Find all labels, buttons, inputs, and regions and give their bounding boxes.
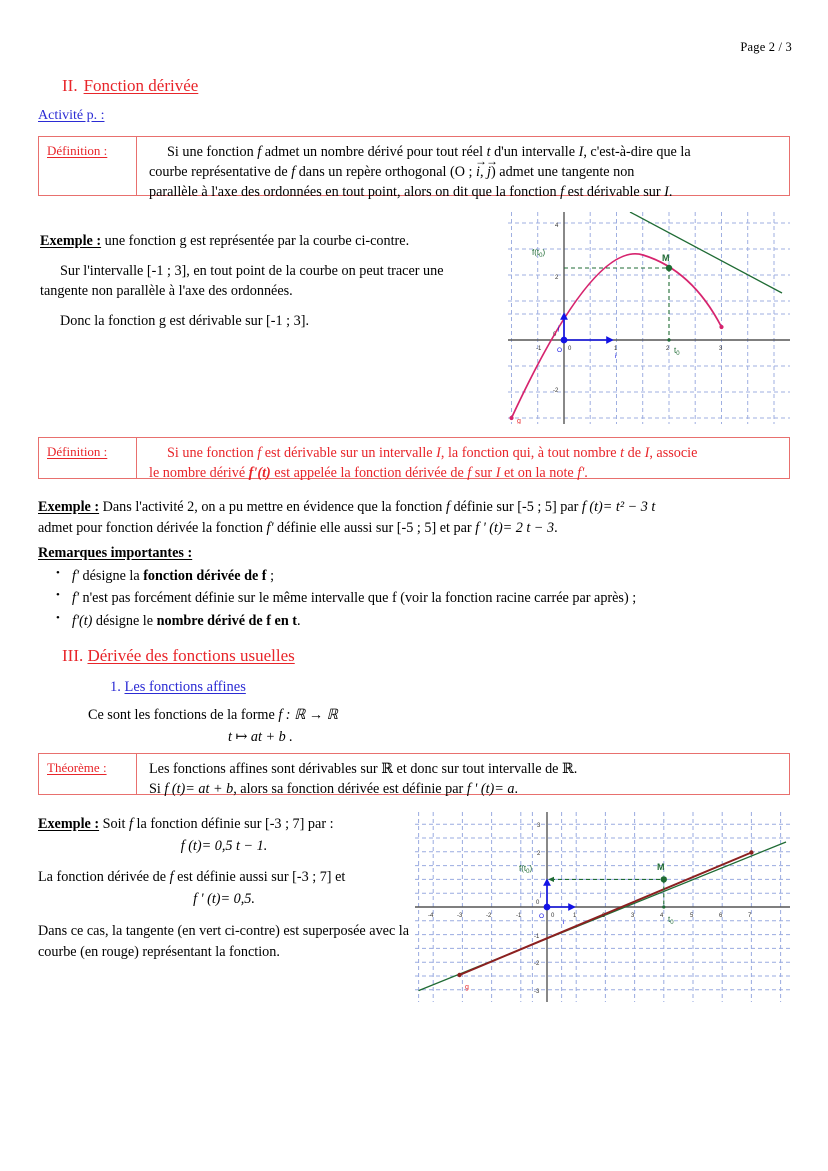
list-item: • f' n'est pas forcément définie sur le même intervalle que f (voir la fonction racine carrée par après) ;: [72, 588, 792, 609]
label-f-t0: $f(t_0)$: [532, 248, 546, 259]
example-3-label: Exemple :: [38, 816, 100, 832]
list-item: • f' désigne la fonction dérivée de f ;: [72, 566, 792, 587]
curve-label-g: g: [517, 418, 521, 424]
definition-2-label: Définition :: [39, 438, 137, 478]
svg-text:-3: -3: [457, 913, 463, 919]
axes: [415, 812, 790, 1002]
svg-text:4: 4: [555, 223, 559, 229]
svg-text:2: 2: [537, 851, 541, 857]
svg-text:6: 6: [719, 913, 723, 919]
example-2-block: Exemple : Dans l'activité 2, on a pu mettre en évidence que la fonction f définie sur [-5 ; 5] par f (t)= t² − 3 t admet pour fonction dérivée la fonction f' définie elle aussi sur [-5 ; 5] et par f ' (t)= 2 t − 3.: [38, 499, 656, 536]
label-M: M: [662, 253, 670, 263]
section-3-title: Dérivée des fonctions usuelles: [87, 646, 295, 665]
tangent-line: [630, 212, 782, 293]
affine-definition-block: Ce sont les fonctions de la forme f : ℝ → ℝ t ↦ at + b .: [88, 707, 338, 745]
definition-box-2: [38, 437, 790, 482]
affine-map-line-1: f : ℝ → ℝ: [278, 707, 338, 723]
svg-text:4: 4: [660, 913, 664, 919]
curve-endpoint-left: [509, 416, 513, 420]
definition-1-body: Si une fonction f admet un nombre dérivé pour tout réel t d'un intervalle I, c'est-à-dire que la courbe représentative de f dans un repère orthogonal (O ; i →, j →) admet une tangente non parallèle à l'axe des ordonnées en tout point, alors on dit que la fonction f est dérivable sur I.: [137, 137, 789, 195]
label-t0: $t_0$: [668, 915, 674, 926]
guide-arrow: [548, 877, 554, 882]
graph-affine: [415, 812, 790, 1002]
example-2-formula-1: f (t)= t² − 3 t: [581, 499, 656, 515]
svg-text:-1: -1: [534, 934, 540, 940]
svg-text:1: 1: [573, 913, 577, 919]
curve-label-g: g: [465, 984, 469, 991]
curve-endpoint-left: [457, 973, 461, 977]
svg-text:-4: -4: [428, 913, 434, 919]
label-M: M: [657, 862, 665, 872]
label-f-t0: $f(t_0)$: [519, 864, 533, 875]
point-M: [666, 265, 672, 271]
subsection-1-title[interactable]: Les fonctions affines: [124, 679, 246, 695]
svg-text:-1: -1: [516, 913, 522, 919]
svg-text:-2: -2: [553, 388, 559, 394]
activite-link[interactable]: Activité p. :: [38, 108, 105, 123]
unit-vectors: [544, 880, 574, 910]
example-3-p3: Dans ce cas, la tangente (en vert ci-contre) est superposée avec la courbe (en rouge) représentant la fonction.: [38, 922, 410, 960]
label-vector-j: j: [540, 891, 542, 898]
example-3-formula-2: f ' (t)= 0,5.: [193, 891, 255, 908]
section-2-heading: [62, 76, 198, 96]
svg-text:3: 3: [631, 913, 635, 919]
svg-text:7: 7: [748, 913, 752, 919]
svg-text:-3: -3: [534, 989, 540, 995]
example-3-formula-1: f (t)= 0,5 t − 1.: [180, 837, 268, 854]
example-2-formula-2: f ' (t)= 2 t − 3: [475, 519, 555, 536]
svg-text:0: 0: [568, 346, 572, 352]
section-2-number: II.: [62, 76, 78, 95]
remarks-list: [38, 566, 792, 632]
example-2-label: Exemple :: [38, 499, 100, 515]
theorem-box: [38, 753, 790, 798]
curve-endpoint-right: [749, 850, 753, 854]
vector-i-icon: i →: [476, 162, 480, 182]
section-2-title: Fonction dérivée: [83, 76, 199, 95]
point-M: [661, 876, 667, 882]
graph-parabola: [508, 212, 790, 424]
curve-endpoint-right: [719, 325, 723, 329]
svg-text:3: 3: [719, 346, 723, 352]
svg-text:0: 0: [536, 900, 540, 906]
svg-text:-2: -2: [534, 961, 540, 967]
remarks-block: [38, 543, 792, 634]
page-number: Page 2 / 3: [740, 40, 792, 54]
label-vector-j: j: [558, 325, 560, 332]
example-1-label: Exemple :: [40, 233, 102, 249]
svg-text:5: 5: [690, 913, 694, 919]
svg-text:2: 2: [666, 346, 670, 352]
example-1-p1: une fonction g est représentée par la courbe ci-contre.: [101, 233, 410, 249]
definition-box-1: [38, 136, 790, 201]
subsection-1-heading: [110, 679, 246, 696]
section-3-heading: [62, 646, 295, 666]
label-t0: $t_0$: [674, 346, 680, 357]
label-origin-O: O: [539, 913, 545, 920]
svg-text:0: 0: [551, 913, 555, 919]
svg-text:-2: -2: [486, 913, 492, 919]
point-t0-foot: [662, 905, 665, 908]
label-origin-O: O: [557, 347, 563, 354]
unit-vectors: [561, 314, 612, 343]
affine-map-line-2: t ↦ at + b .: [228, 728, 293, 745]
grid-lines: [508, 212, 790, 424]
svg-text:1: 1: [614, 346, 618, 352]
svg-text:2: 2: [555, 275, 559, 281]
subsection-1-number: 1.: [110, 679, 121, 695]
theorem-body: Les fonctions affines sont dérivables sur ℝ et donc sur tout intervalle de ℝ. Si f (t)= at + b, alors sa fonction dérivée est définie par f ' (t)= a.: [149, 761, 578, 798]
theorem-label: Théorème :: [39, 754, 137, 794]
remarks-title: Remarques importantes :: [38, 545, 193, 561]
label-vector-i: i: [615, 353, 617, 360]
section-3-number: III.: [62, 646, 84, 665]
example-3-block: Exemple : Soit f la fonction définie sur [-3 ; 7] par : f (t)= 0,5 t − 1. La fonction dérivée de f est définie aussi sur [-3 ; 7] et f ' (t)= 0,5. Dans ce cas, la tangente (en vert ci-contre) est superposée avec la courbe (en rouge) représentant la fonction.: [38, 814, 410, 962]
point-t0-foot: [667, 338, 670, 341]
label-vector-i: i: [563, 919, 565, 926]
example-1-block: [40, 231, 460, 332]
svg-text:3: 3: [537, 823, 541, 829]
svg-text:-1: -1: [536, 346, 542, 352]
definition-1-label: Définition :: [39, 137, 137, 195]
vector-j-icon: j →: [487, 162, 491, 182]
definition-2-body: Si une fonction f est dérivable sur un intervalle I, la fonction qui, à tout nombre t de I, associe le nombre dérivé f'(t) est appelée la fonction dérivée de f sur I et on la note f'.: [149, 445, 698, 482]
svg-text:0: 0: [553, 332, 557, 338]
axis-tick-labels: [428, 823, 752, 995]
list-item: • f'(t) désigne le nombre dérivé de f en t.: [72, 611, 792, 632]
example-1-p2: Sur l'intervalle [-1 ; 3], en tout point de la courbe on peut tracer une tangente non parallèle à l'axe des ordonnées.: [40, 262, 444, 300]
example-1-p3: Donc la fonction g est dérivable sur [-1 ; 3].: [60, 313, 309, 330]
